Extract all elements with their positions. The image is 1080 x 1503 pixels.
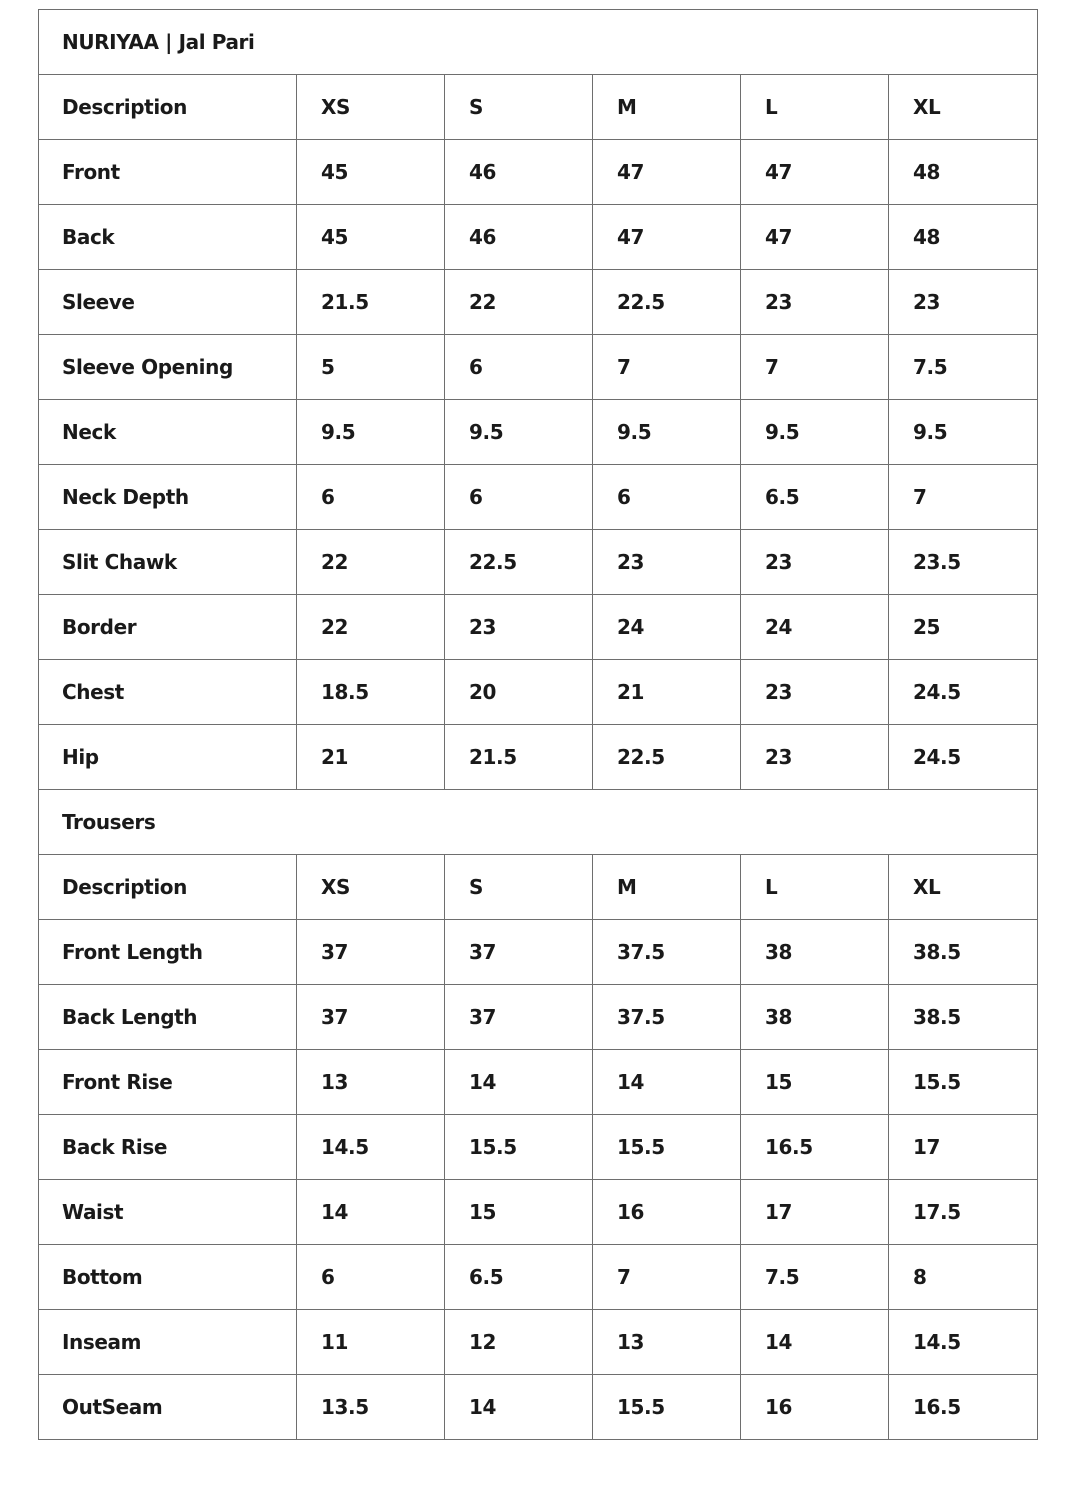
table-row bbox=[39, 205, 1038, 270]
cell-value: 22 bbox=[297, 595, 445, 660]
chart-title: NURIYAA | Jal Pari bbox=[39, 10, 1038, 75]
cell-value: 37 bbox=[445, 920, 593, 985]
cell-value: 47 bbox=[741, 205, 889, 270]
title-row bbox=[39, 10, 1038, 75]
cell-value: 38 bbox=[741, 920, 889, 985]
cell-value: 24 bbox=[741, 595, 889, 660]
header-size-l: L bbox=[741, 855, 889, 920]
cell-value: 22.5 bbox=[593, 270, 741, 335]
cell-value: 15.5 bbox=[889, 1050, 1038, 1115]
header-size-xs: XS bbox=[297, 75, 445, 140]
cell-value: 22 bbox=[445, 270, 593, 335]
cell-value: 46 bbox=[445, 140, 593, 205]
cell-value: 25 bbox=[889, 595, 1038, 660]
row-label: Border bbox=[39, 595, 297, 660]
cell-value: 47 bbox=[593, 205, 741, 270]
row-label: Inseam bbox=[39, 1310, 297, 1375]
cell-value: 15 bbox=[741, 1050, 889, 1115]
table-row bbox=[39, 400, 1038, 465]
row-label: Neck Depth bbox=[39, 465, 297, 530]
cell-value: 48 bbox=[889, 140, 1038, 205]
cell-value: 15 bbox=[445, 1180, 593, 1245]
header-size-m: M bbox=[593, 855, 741, 920]
cell-value: 9.5 bbox=[297, 400, 445, 465]
row-label: Hip bbox=[39, 725, 297, 790]
cell-value: 6 bbox=[297, 1245, 445, 1310]
cell-value: 45 bbox=[297, 205, 445, 270]
cell-value: 16.5 bbox=[889, 1375, 1038, 1440]
cell-value: 6.5 bbox=[741, 465, 889, 530]
cell-value: 37 bbox=[297, 920, 445, 985]
row-label: Sleeve Opening bbox=[39, 335, 297, 400]
cell-value: 23.5 bbox=[889, 530, 1038, 595]
header-size-m: M bbox=[593, 75, 741, 140]
cell-value: 9.5 bbox=[889, 400, 1038, 465]
cell-value: 37.5 bbox=[593, 985, 741, 1050]
header-size-s: S bbox=[445, 75, 593, 140]
header-size-xs: XS bbox=[297, 855, 445, 920]
table-row bbox=[39, 660, 1038, 725]
table-row bbox=[39, 1245, 1038, 1310]
cell-value: 14 bbox=[445, 1375, 593, 1440]
cell-value: 16 bbox=[593, 1180, 741, 1245]
header-size-xl: XL bbox=[889, 855, 1038, 920]
cell-value: 16 bbox=[741, 1375, 889, 1440]
cell-value: 48 bbox=[889, 205, 1038, 270]
cell-value: 47 bbox=[741, 140, 889, 205]
cell-value: 12 bbox=[445, 1310, 593, 1375]
row-label: Chest bbox=[39, 660, 297, 725]
table-row bbox=[39, 1180, 1038, 1245]
cell-value: 21.5 bbox=[445, 725, 593, 790]
cell-value: 23 bbox=[889, 270, 1038, 335]
cell-value: 46 bbox=[445, 205, 593, 270]
header-size-l: L bbox=[741, 75, 889, 140]
table-row bbox=[39, 270, 1038, 335]
cell-value: 21.5 bbox=[297, 270, 445, 335]
table-row bbox=[39, 1375, 1038, 1440]
cell-value: 21 bbox=[297, 725, 445, 790]
row-label: Back Length bbox=[39, 985, 297, 1050]
cell-value: 17 bbox=[889, 1115, 1038, 1180]
row-label: Neck bbox=[39, 400, 297, 465]
cell-value: 6 bbox=[297, 465, 445, 530]
cell-value: 14.5 bbox=[889, 1310, 1038, 1375]
row-label: Back Rise bbox=[39, 1115, 297, 1180]
table-row bbox=[39, 335, 1038, 400]
header-description: Description bbox=[39, 855, 297, 920]
table-row bbox=[39, 595, 1038, 660]
cell-value: 7.5 bbox=[741, 1245, 889, 1310]
row-label: Front bbox=[39, 140, 297, 205]
cell-value: 37.5 bbox=[593, 920, 741, 985]
cell-value: 24.5 bbox=[889, 725, 1038, 790]
cell-value: 23 bbox=[741, 725, 889, 790]
cell-value: 7.5 bbox=[889, 335, 1038, 400]
table-row bbox=[39, 1310, 1038, 1375]
table-row bbox=[39, 1115, 1038, 1180]
section-row bbox=[39, 790, 1038, 855]
row-label: Front Rise bbox=[39, 1050, 297, 1115]
header-size-s: S bbox=[445, 855, 593, 920]
row-label: Back bbox=[39, 205, 297, 270]
cell-value: 24 bbox=[593, 595, 741, 660]
cell-value: 13 bbox=[593, 1310, 741, 1375]
cell-value: 17 bbox=[741, 1180, 889, 1245]
row-label: Slit Chawk bbox=[39, 530, 297, 595]
cell-value: 38.5 bbox=[889, 920, 1038, 985]
cell-value: 22.5 bbox=[593, 725, 741, 790]
cell-value: 6 bbox=[445, 335, 593, 400]
cell-value: 45 bbox=[297, 140, 445, 205]
cell-value: 21 bbox=[593, 660, 741, 725]
cell-value: 15.5 bbox=[593, 1375, 741, 1440]
cell-value: 9.5 bbox=[593, 400, 741, 465]
trousers-section-title: Trousers bbox=[39, 790, 1038, 855]
cell-value: 7 bbox=[593, 1245, 741, 1310]
cell-value: 14 bbox=[297, 1180, 445, 1245]
cell-value: 23 bbox=[741, 270, 889, 335]
row-label: Front Length bbox=[39, 920, 297, 985]
cell-value: 20 bbox=[445, 660, 593, 725]
cell-value: 8 bbox=[889, 1245, 1038, 1310]
cell-value: 14 bbox=[741, 1310, 889, 1375]
table-row bbox=[39, 465, 1038, 530]
cell-value: 6.5 bbox=[445, 1245, 593, 1310]
table-row bbox=[39, 920, 1038, 985]
cell-value: 9.5 bbox=[445, 400, 593, 465]
table-row bbox=[39, 985, 1038, 1050]
cell-value: 37 bbox=[445, 985, 593, 1050]
cell-value: 38 bbox=[741, 985, 889, 1050]
cell-value: 11 bbox=[297, 1310, 445, 1375]
cell-value: 6 bbox=[445, 465, 593, 530]
row-label: Sleeve bbox=[39, 270, 297, 335]
cell-value: 14 bbox=[445, 1050, 593, 1115]
table-row bbox=[39, 140, 1038, 205]
row-label: Waist bbox=[39, 1180, 297, 1245]
cell-value: 5 bbox=[297, 335, 445, 400]
table-row bbox=[39, 725, 1038, 790]
cell-value: 13 bbox=[297, 1050, 445, 1115]
cell-value: 14 bbox=[593, 1050, 741, 1115]
header-description: Description bbox=[39, 75, 297, 140]
cell-value: 16.5 bbox=[741, 1115, 889, 1180]
cell-value: 22 bbox=[297, 530, 445, 595]
table-row bbox=[39, 1050, 1038, 1115]
row-label: OutSeam bbox=[39, 1375, 297, 1440]
cell-value: 24.5 bbox=[889, 660, 1038, 725]
cell-value: 23 bbox=[593, 530, 741, 595]
table-row bbox=[39, 530, 1038, 595]
cell-value: 7 bbox=[889, 465, 1038, 530]
trousers-header-row bbox=[39, 855, 1038, 920]
cell-value: 17.5 bbox=[889, 1180, 1038, 1245]
cell-value: 15.5 bbox=[593, 1115, 741, 1180]
cell-value: 18.5 bbox=[297, 660, 445, 725]
row-label: Bottom bbox=[39, 1245, 297, 1310]
cell-value: 23 bbox=[741, 530, 889, 595]
cell-value: 15.5 bbox=[445, 1115, 593, 1180]
cell-value: 14.5 bbox=[297, 1115, 445, 1180]
size-chart-table bbox=[38, 9, 1038, 1440]
cell-value: 6 bbox=[593, 465, 741, 530]
cell-value: 13.5 bbox=[297, 1375, 445, 1440]
cell-value: 7 bbox=[593, 335, 741, 400]
cell-value: 9.5 bbox=[741, 400, 889, 465]
cell-value: 7 bbox=[741, 335, 889, 400]
cell-value: 38.5 bbox=[889, 985, 1038, 1050]
cell-value: 47 bbox=[593, 140, 741, 205]
cell-value: 23 bbox=[741, 660, 889, 725]
cell-value: 37 bbox=[297, 985, 445, 1050]
cell-value: 23 bbox=[445, 595, 593, 660]
cell-value: 22.5 bbox=[445, 530, 593, 595]
header-size-xl: XL bbox=[889, 75, 1038, 140]
header-row bbox=[39, 75, 1038, 140]
